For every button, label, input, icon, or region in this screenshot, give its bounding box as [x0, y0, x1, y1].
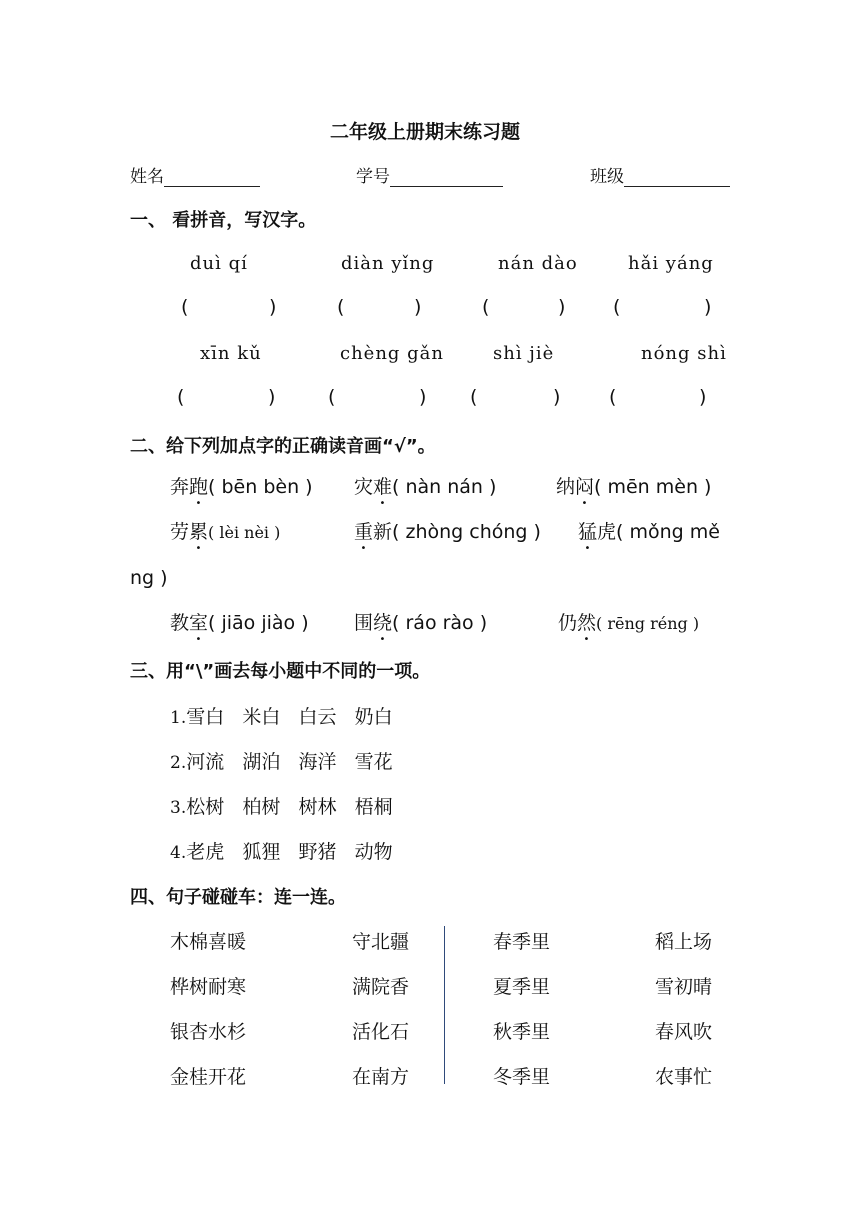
section-3-heading: 三、用“\”画去每小题中不同的一项。	[130, 661, 431, 682]
dotted-char: 跑	[189, 476, 209, 498]
reading-options[interactable]: ( lèi nèi )	[208, 523, 281, 542]
reading-options[interactable]: ( rēng réng )	[596, 614, 700, 633]
name-field	[130, 162, 260, 187]
class-label: 班级	[590, 167, 624, 187]
word-choice[interactable]: 白云	[298, 706, 337, 728]
dotted-char: 猛	[578, 521, 598, 543]
dotted-char: 重	[354, 521, 374, 543]
reading-options[interactable]: ( mēn mèn )	[594, 476, 712, 498]
word-choice[interactable]: 梧桐	[354, 796, 393, 818]
answer-paren-open: (	[609, 386, 617, 408]
reading-options[interactable]: ( mǒng mě	[616, 521, 720, 543]
pinyin: nán dào	[498, 253, 578, 274]
student-id-field	[356, 162, 503, 187]
reading-item: 重新( zhòng chóng )	[354, 521, 541, 543]
match-phrase[interactable]: 春风吹	[655, 1021, 713, 1043]
match-phrase[interactable]: 满院香	[352, 976, 410, 998]
word-choice[interactable]: 狐狸	[242, 841, 281, 863]
dotted-char: 闷	[575, 476, 595, 498]
match-phrase[interactable]: 农事忙	[655, 1066, 713, 1088]
reading-options[interactable]: ( nàn nán )	[392, 476, 497, 498]
word-choice[interactable]: 动物	[354, 841, 393, 863]
answer-paren-close: )	[419, 386, 427, 408]
word-choice[interactable]: 柏树	[242, 796, 281, 818]
pinyin: xīn kǔ	[200, 343, 262, 364]
match-phrase[interactable]: 在南方	[352, 1066, 410, 1088]
reading-item: 纳闷( mēn mèn )	[556, 476, 712, 498]
answer-paren-open: (	[613, 296, 621, 318]
odd-one-out-item: 3.松树 柏树 树林 梧桐	[170, 796, 393, 818]
pinyin: nóng shì	[641, 343, 727, 364]
dotted-char: 室	[189, 612, 209, 634]
match-phrase[interactable]: 活化石	[352, 1021, 410, 1043]
pinyin: shì jiè	[493, 343, 555, 364]
match-phrase[interactable]: 冬季里	[493, 1066, 551, 1088]
reading-item: 仍然( rēng réng )	[558, 612, 700, 634]
answer-paren-open: (	[181, 296, 189, 318]
dotted-char: 累	[189, 521, 209, 543]
reading-item: 奔跑( bēn bèn )	[170, 476, 313, 498]
reading-item: 教室( jiāo jiào )	[170, 612, 309, 634]
dotted-char: 然	[577, 612, 597, 634]
answer-paren-close: )	[268, 386, 276, 408]
match-phrase[interactable]: 金桂开花	[170, 1066, 247, 1088]
answer-paren-open: (	[470, 386, 478, 408]
reading-options[interactable]: ( bēn bèn )	[208, 476, 313, 498]
match-phrase[interactable]: 木棉喜暖	[170, 931, 247, 953]
reading-item: 猛虎( mǒng mě	[578, 521, 720, 543]
section-1-heading: 一、 看拼音，写汉字。	[130, 210, 317, 231]
answer-paren-open: (	[328, 386, 336, 408]
page-title: 二年级上册期末练习题	[330, 121, 521, 143]
reading-item: 灾难( nàn nán )	[354, 476, 497, 498]
word-choice[interactable]: 河流	[186, 751, 225, 773]
column-divider	[444, 926, 445, 1084]
dotted-char: 绕	[373, 612, 393, 634]
word-choice[interactable]: 奶白	[354, 706, 393, 728]
name-blank[interactable]	[164, 168, 260, 187]
class-field	[590, 162, 730, 187]
student-id-blank[interactable]	[390, 168, 503, 187]
match-phrase[interactable]: 守北疆	[352, 931, 410, 953]
answer-paren-close: )	[553, 386, 561, 408]
answer-paren-close: )	[414, 296, 422, 318]
reading-options[interactable]: ( ráo rào )	[392, 612, 488, 634]
word-choice[interactable]: 雪白	[186, 706, 225, 728]
section-2-heading: 二、给下列加点字的正确读音画“√”。	[130, 436, 436, 457]
answer-paren-close: )	[269, 296, 277, 318]
word-choice[interactable]: 湖泊	[242, 751, 281, 773]
word-choice[interactable]: 海洋	[298, 751, 337, 773]
reading-options[interactable]: ( jiāo jiào )	[208, 612, 309, 634]
dotted-char: 难	[373, 476, 393, 498]
match-phrase[interactable]: 夏季里	[493, 976, 551, 998]
wrapped-text: ng )	[130, 567, 168, 589]
pinyin: duì qí	[190, 253, 248, 274]
match-phrase[interactable]: 秋季里	[493, 1021, 551, 1043]
answer-paren-open: (	[337, 296, 345, 318]
answer-paren-open: (	[482, 296, 490, 318]
match-phrase[interactable]: 稻上场	[655, 931, 713, 953]
reading-options[interactable]: ( zhòng chóng )	[392, 521, 541, 543]
answer-paren-open: (	[177, 386, 185, 408]
reading-item: 围绕( ráo rào )	[354, 612, 488, 634]
pinyin: diàn yǐng	[341, 253, 435, 274]
match-phrase[interactable]: 春季里	[493, 931, 551, 953]
pinyin: hǎi yáng	[628, 253, 714, 274]
word-choice[interactable]: 雪花	[354, 751, 393, 773]
odd-one-out-item: 4.老虎 狐狸 野猪 动物	[170, 841, 393, 863]
match-phrase[interactable]: 银杏水杉	[170, 1021, 247, 1043]
word-choice[interactable]: 树林	[298, 796, 337, 818]
word-choice[interactable]: 松树	[186, 796, 225, 818]
answer-paren-close: )	[704, 296, 712, 318]
answer-paren-close: )	[699, 386, 707, 408]
pinyin: chèng gǎn	[340, 343, 445, 364]
word-choice[interactable]: 米白	[242, 706, 281, 728]
answer-paren-close: )	[558, 296, 566, 318]
match-phrase[interactable]: 桦树耐寒	[170, 976, 247, 998]
student-id-label: 学号	[356, 167, 390, 187]
section-4-heading: 四、句子碰碰车：连一连。	[130, 887, 346, 908]
word-choice[interactable]: 老虎	[186, 841, 225, 863]
odd-one-out-item: 2.河流 湖泊 海洋 雪花	[170, 751, 393, 773]
match-phrase[interactable]: 雪初晴	[655, 976, 713, 998]
name-label: 姓名	[130, 167, 164, 187]
odd-one-out-item: 1.雪白 米白 白云 奶白	[170, 706, 393, 728]
word-choice[interactable]: 野猪	[298, 841, 337, 863]
reading-item: 劳累( lèi nèi )	[170, 521, 281, 543]
class-blank[interactable]	[624, 168, 730, 187]
